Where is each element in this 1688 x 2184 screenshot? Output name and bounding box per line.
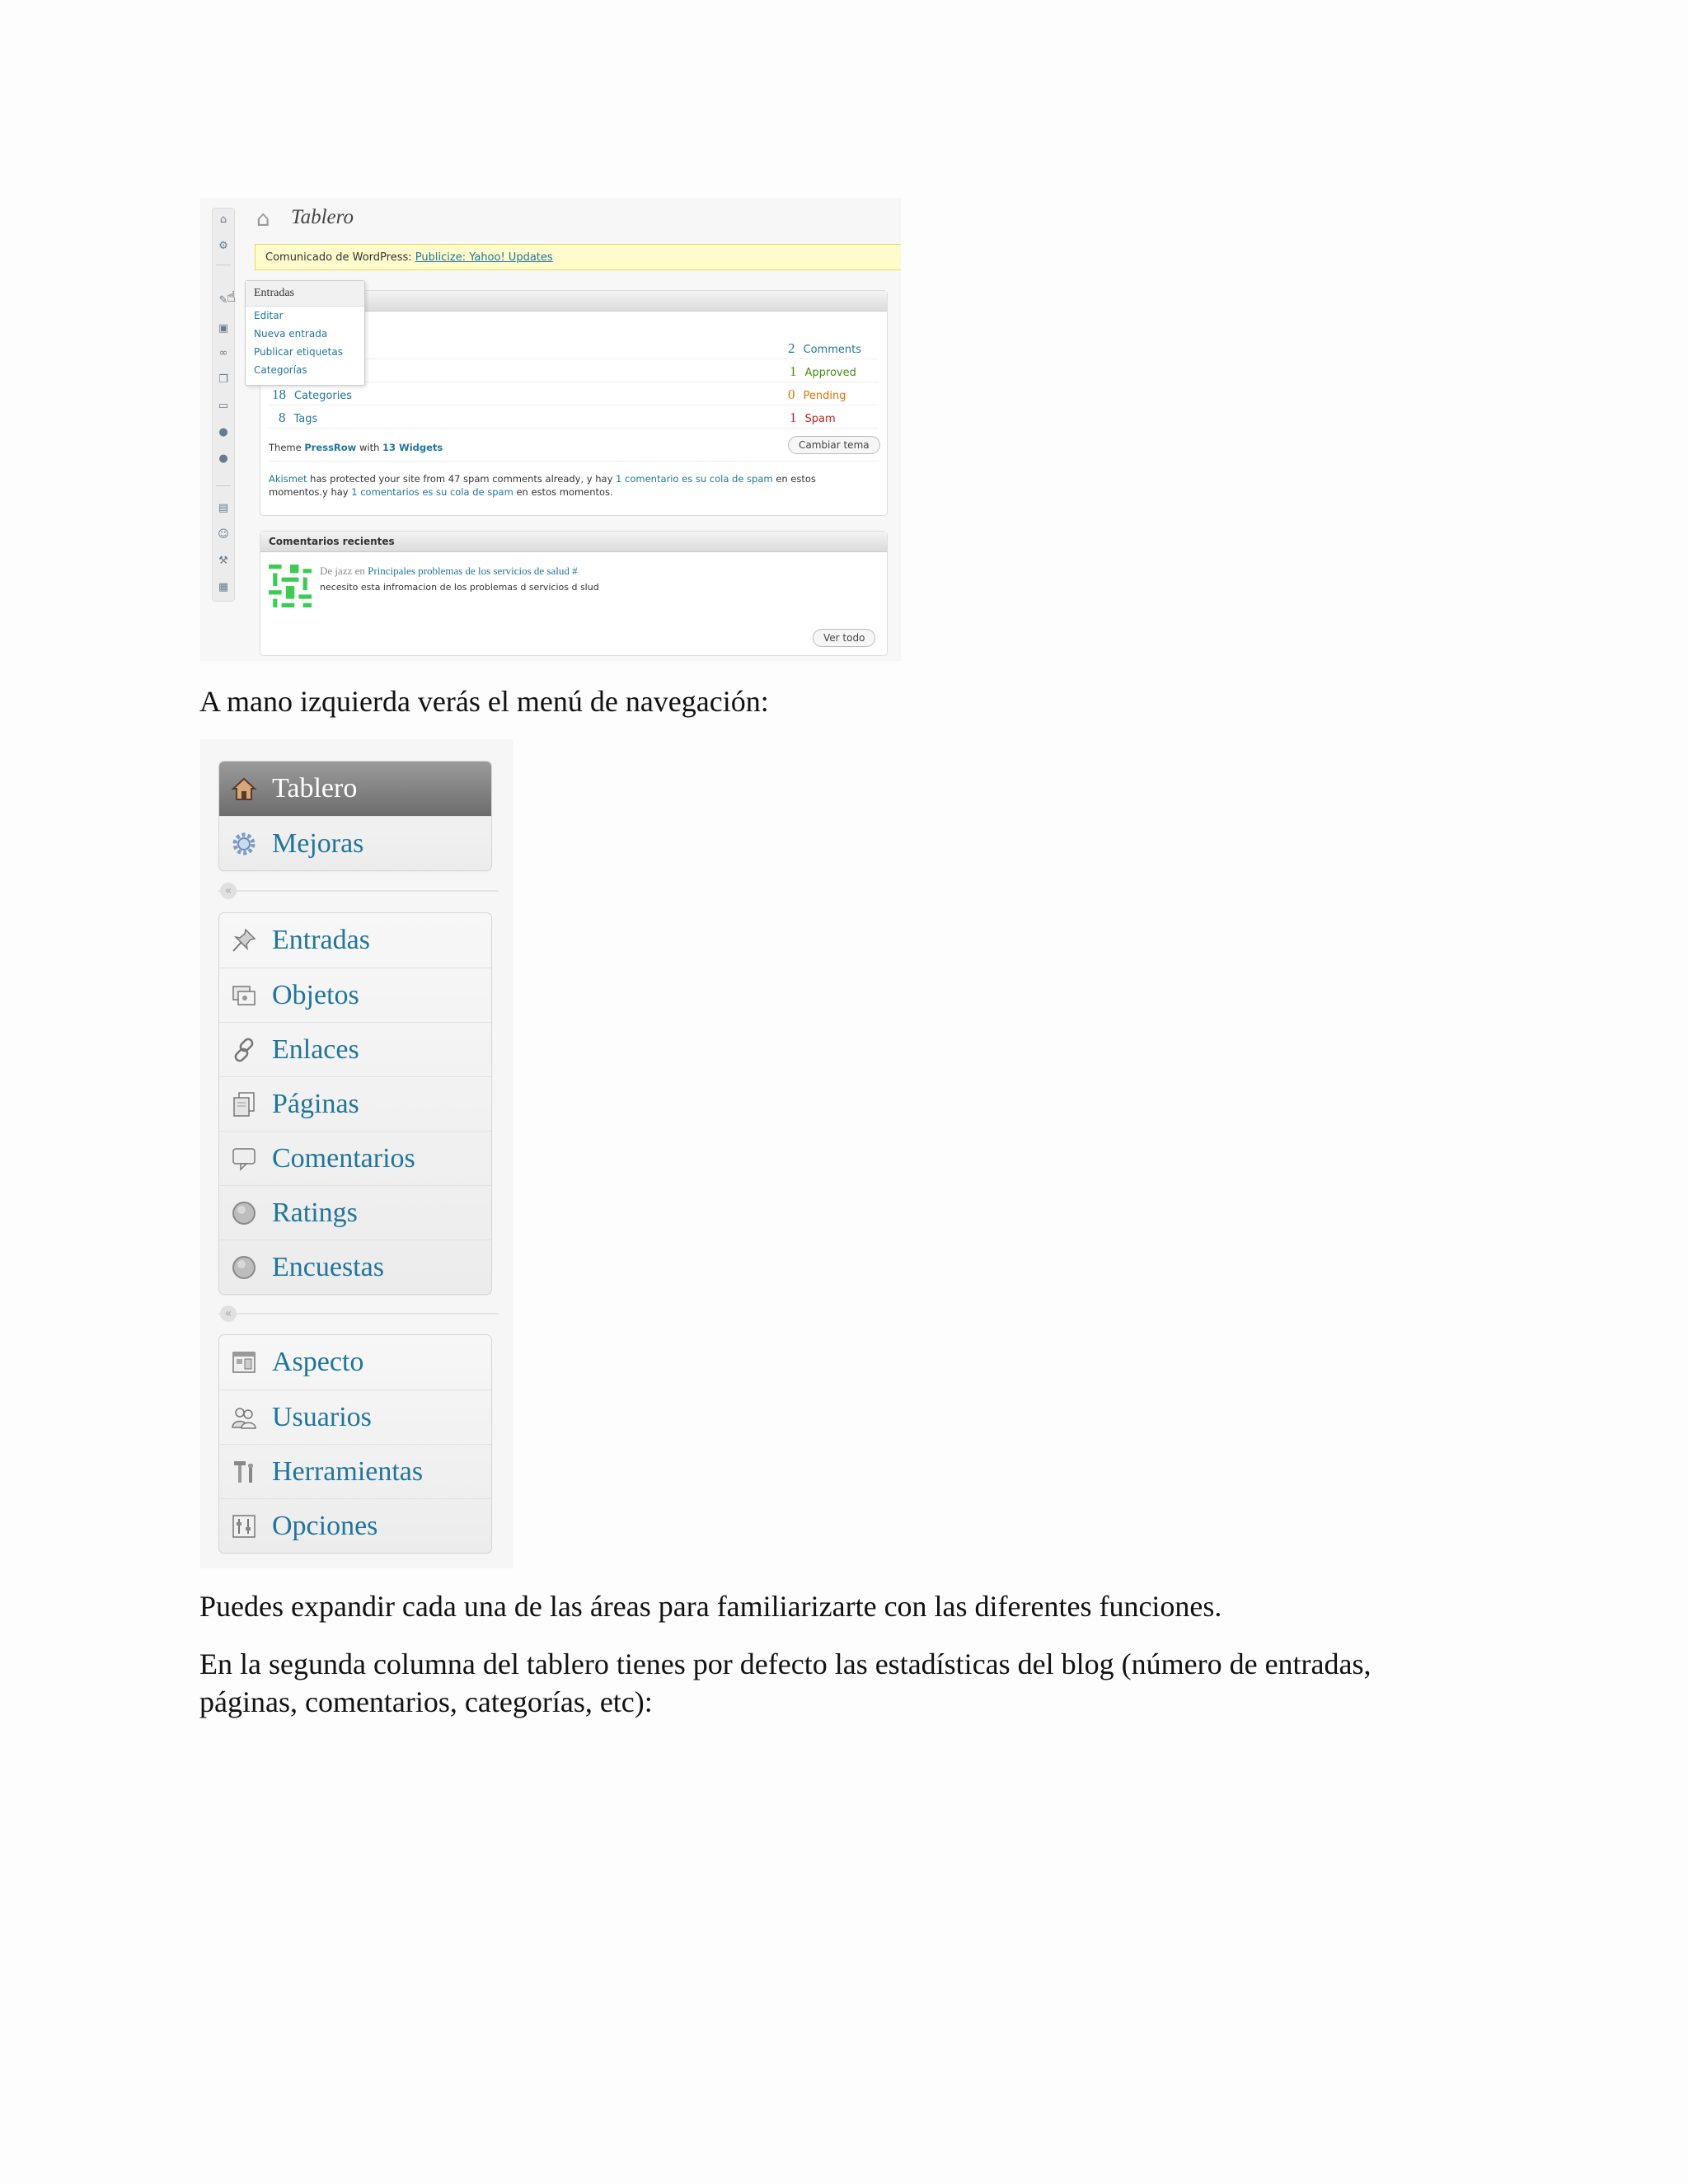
menu-group-dashboard: [218, 761, 492, 871]
akismet-info: Akismet has protected your site from 47 spam comments already, y hay 1 comentario es su cola de spam en estos momentos.y hay 1 comentarios es su cola de spam en estos momentos.: [269, 473, 816, 498]
menu-label: Usuarios: [272, 1402, 372, 1432]
comment-icon[interactable]: ▭: [218, 400, 229, 412]
flyout-heading[interactable]: Entradas: [246, 281, 364, 307]
stat-tags[interactable]: 8 Tags: [279, 410, 318, 425]
pushpin-icon[interactable]: ✎: [218, 294, 228, 307]
menu-label: Objetos: [272, 980, 359, 1010]
menu-label: Entradas: [272, 925, 370, 955]
row-divider: [269, 428, 879, 429]
stat-approved[interactable]: 1 Approved: [790, 363, 856, 379]
recent-comments-box: [260, 531, 888, 656]
media-icon: [231, 982, 257, 1009]
link-icon[interactable]: ∞: [218, 347, 228, 359]
menu-label: Tablero: [272, 773, 358, 804]
menu-item-herramientas[interactable]: [219, 1444, 491, 1498]
settings-icon[interactable]: ▦: [218, 581, 229, 593]
rating-icon[interactable]: ●: [218, 426, 228, 438]
tools-icon[interactable]: ⚒: [218, 555, 228, 567]
theme-info: Theme PressRow with 13 Widgets: [269, 442, 443, 453]
menu-label: Ratings: [272, 1197, 358, 1228]
poll-icon[interactable]: ●: [218, 452, 228, 465]
akismet-link[interactable]: Akismet: [269, 473, 307, 485]
menu-label: Herramientas: [272, 1456, 424, 1487]
flyout-item-publicar-etiquetas[interactable]: Publicar etiquetas: [254, 346, 343, 358]
menu-label: Páginas: [272, 1089, 359, 1119]
collapsed-admin-menu: [212, 208, 235, 602]
recent-comments-title: Comentarios recientes: [260, 532, 887, 552]
stat-pending[interactable]: 0 Pending: [788, 387, 846, 402]
menu-item-paginas[interactable]: [219, 1076, 491, 1131]
media-icon[interactable]: ▣: [218, 322, 229, 335]
comment-header: De jazz en Principales problemas de los servicios de salud #: [320, 565, 578, 577]
appearance-icon: [231, 1349, 257, 1376]
users-icon: [231, 1404, 257, 1431]
menu-label: Enlaces: [272, 1034, 359, 1065]
pages-icon: [231, 1091, 257, 1118]
pages-icon[interactable]: ❐: [218, 373, 228, 386]
menu-item-objetos[interactable]: [219, 968, 491, 1022]
paragraph-navigation-intro: A mano izquierda verás el menú de navegación:: [199, 685, 769, 718]
spam-queue-link[interactable]: 1 comentarios es su cola de spam: [351, 486, 513, 498]
avatar-identicon: [269, 565, 312, 607]
menu-label: Encuestas: [272, 1252, 384, 1282]
stat-comments[interactable]: 2 Comments: [788, 340, 861, 356]
tools-icon: [231, 1459, 257, 1485]
gear-icon[interactable]: ⚙: [218, 240, 228, 252]
paragraph-expand-areas: Puedes expandir cada una de las áreas para familiarizarte con las diferentes funciones.: [199, 1590, 1222, 1623]
wordpress-notice: [255, 244, 901, 270]
home-icon[interactable]: ⌂: [219, 213, 227, 226]
row-divider: [269, 461, 879, 462]
flyout-item-editar[interactable]: Editar: [254, 310, 284, 321]
menu-item-mejoras[interactable]: [219, 816, 491, 870]
change-theme-button[interactable]: Cambiar tema: [788, 436, 880, 454]
collapse-arrow-icon[interactable]: «: [220, 1305, 237, 1322]
menu-item-opciones[interactable]: [219, 1498, 491, 1553]
dashboard-screenshot: [200, 198, 901, 661]
widgets-link[interactable]: 13 Widgets: [382, 442, 443, 453]
pushpin-icon: [231, 927, 257, 954]
menu-group-settings: [218, 1334, 492, 1554]
hand-cursor-icon: ☝: [227, 288, 236, 306]
appearance-icon[interactable]: ▤: [218, 502, 229, 514]
users-icon[interactable]: ☺: [218, 528, 229, 541]
entradas-flyout-menu: [245, 280, 365, 386]
menu-group-content: [218, 912, 492, 1295]
menu-item-usuarios[interactable]: [219, 1390, 491, 1444]
flyout-item-nueva-entrada[interactable]: Nueva entrada: [254, 328, 328, 340]
settings-icon: [231, 1513, 257, 1540]
menu-item-enlaces[interactable]: [219, 1022, 491, 1076]
menu-label: Aspecto: [272, 1347, 364, 1377]
menu-item-aspecto[interactable]: [219, 1335, 491, 1390]
gear-icon: [231, 831, 257, 857]
paragraph-second-column: En la segunda columna del tablero tienes por defecto las estadísticas del blog (número de entradas, páginas, comentarios, categorías, etc):: [199, 1647, 1372, 1718]
menu-label: Opciones: [272, 1511, 378, 1541]
polls-icon: [231, 1254, 257, 1281]
menu-item-ratings[interactable]: [219, 1185, 491, 1240]
spam-queue-link[interactable]: 1 comentario es su cola de spam: [616, 473, 773, 485]
stat-spam[interactable]: 1 Spam: [790, 410, 836, 425]
theme-link[interactable]: PressRow: [304, 442, 357, 453]
menu-item-entradas[interactable]: [219, 913, 491, 968]
comment-post-link[interactable]: Principales problemas de los servicios de salud #: [368, 565, 578, 577]
house-icon: ⌂: [256, 207, 270, 232]
menu-separator: [218, 1313, 499, 1315]
menu-item-tablero[interactable]: [219, 762, 491, 816]
comment-excerpt: necesito esta infromacion de los problemas d servicios d slud: [320, 582, 599, 593]
menu-label: Mejoras: [272, 828, 364, 859]
notice-prefix: Comunicado de WordPress:: [265, 251, 412, 264]
link-icon: [231, 1037, 257, 1063]
menu-separator: [218, 890, 499, 892]
stat-categories[interactable]: 18 Categories: [272, 387, 353, 402]
notice-link[interactable]: Publicize: Yahoo! Updates: [415, 251, 553, 264]
admin-menu-screenshot: [200, 739, 513, 1568]
ratings-icon: [231, 1200, 257, 1226]
menu-label: Comentarios: [272, 1143, 415, 1174]
menu-item-comentarios[interactable]: [219, 1131, 491, 1185]
view-all-button[interactable]: Ver todo: [813, 629, 875, 647]
flyout-item-categorias[interactable]: Categorías: [254, 364, 307, 376]
house-icon: [231, 776, 257, 802]
collapse-arrow-icon[interactable]: «: [220, 883, 237, 899]
menu-separator: [216, 485, 231, 486]
page-title: Tablero: [291, 206, 354, 228]
comment-bubble-icon: [231, 1146, 257, 1172]
menu-item-encuestas[interactable]: [219, 1240, 491, 1294]
